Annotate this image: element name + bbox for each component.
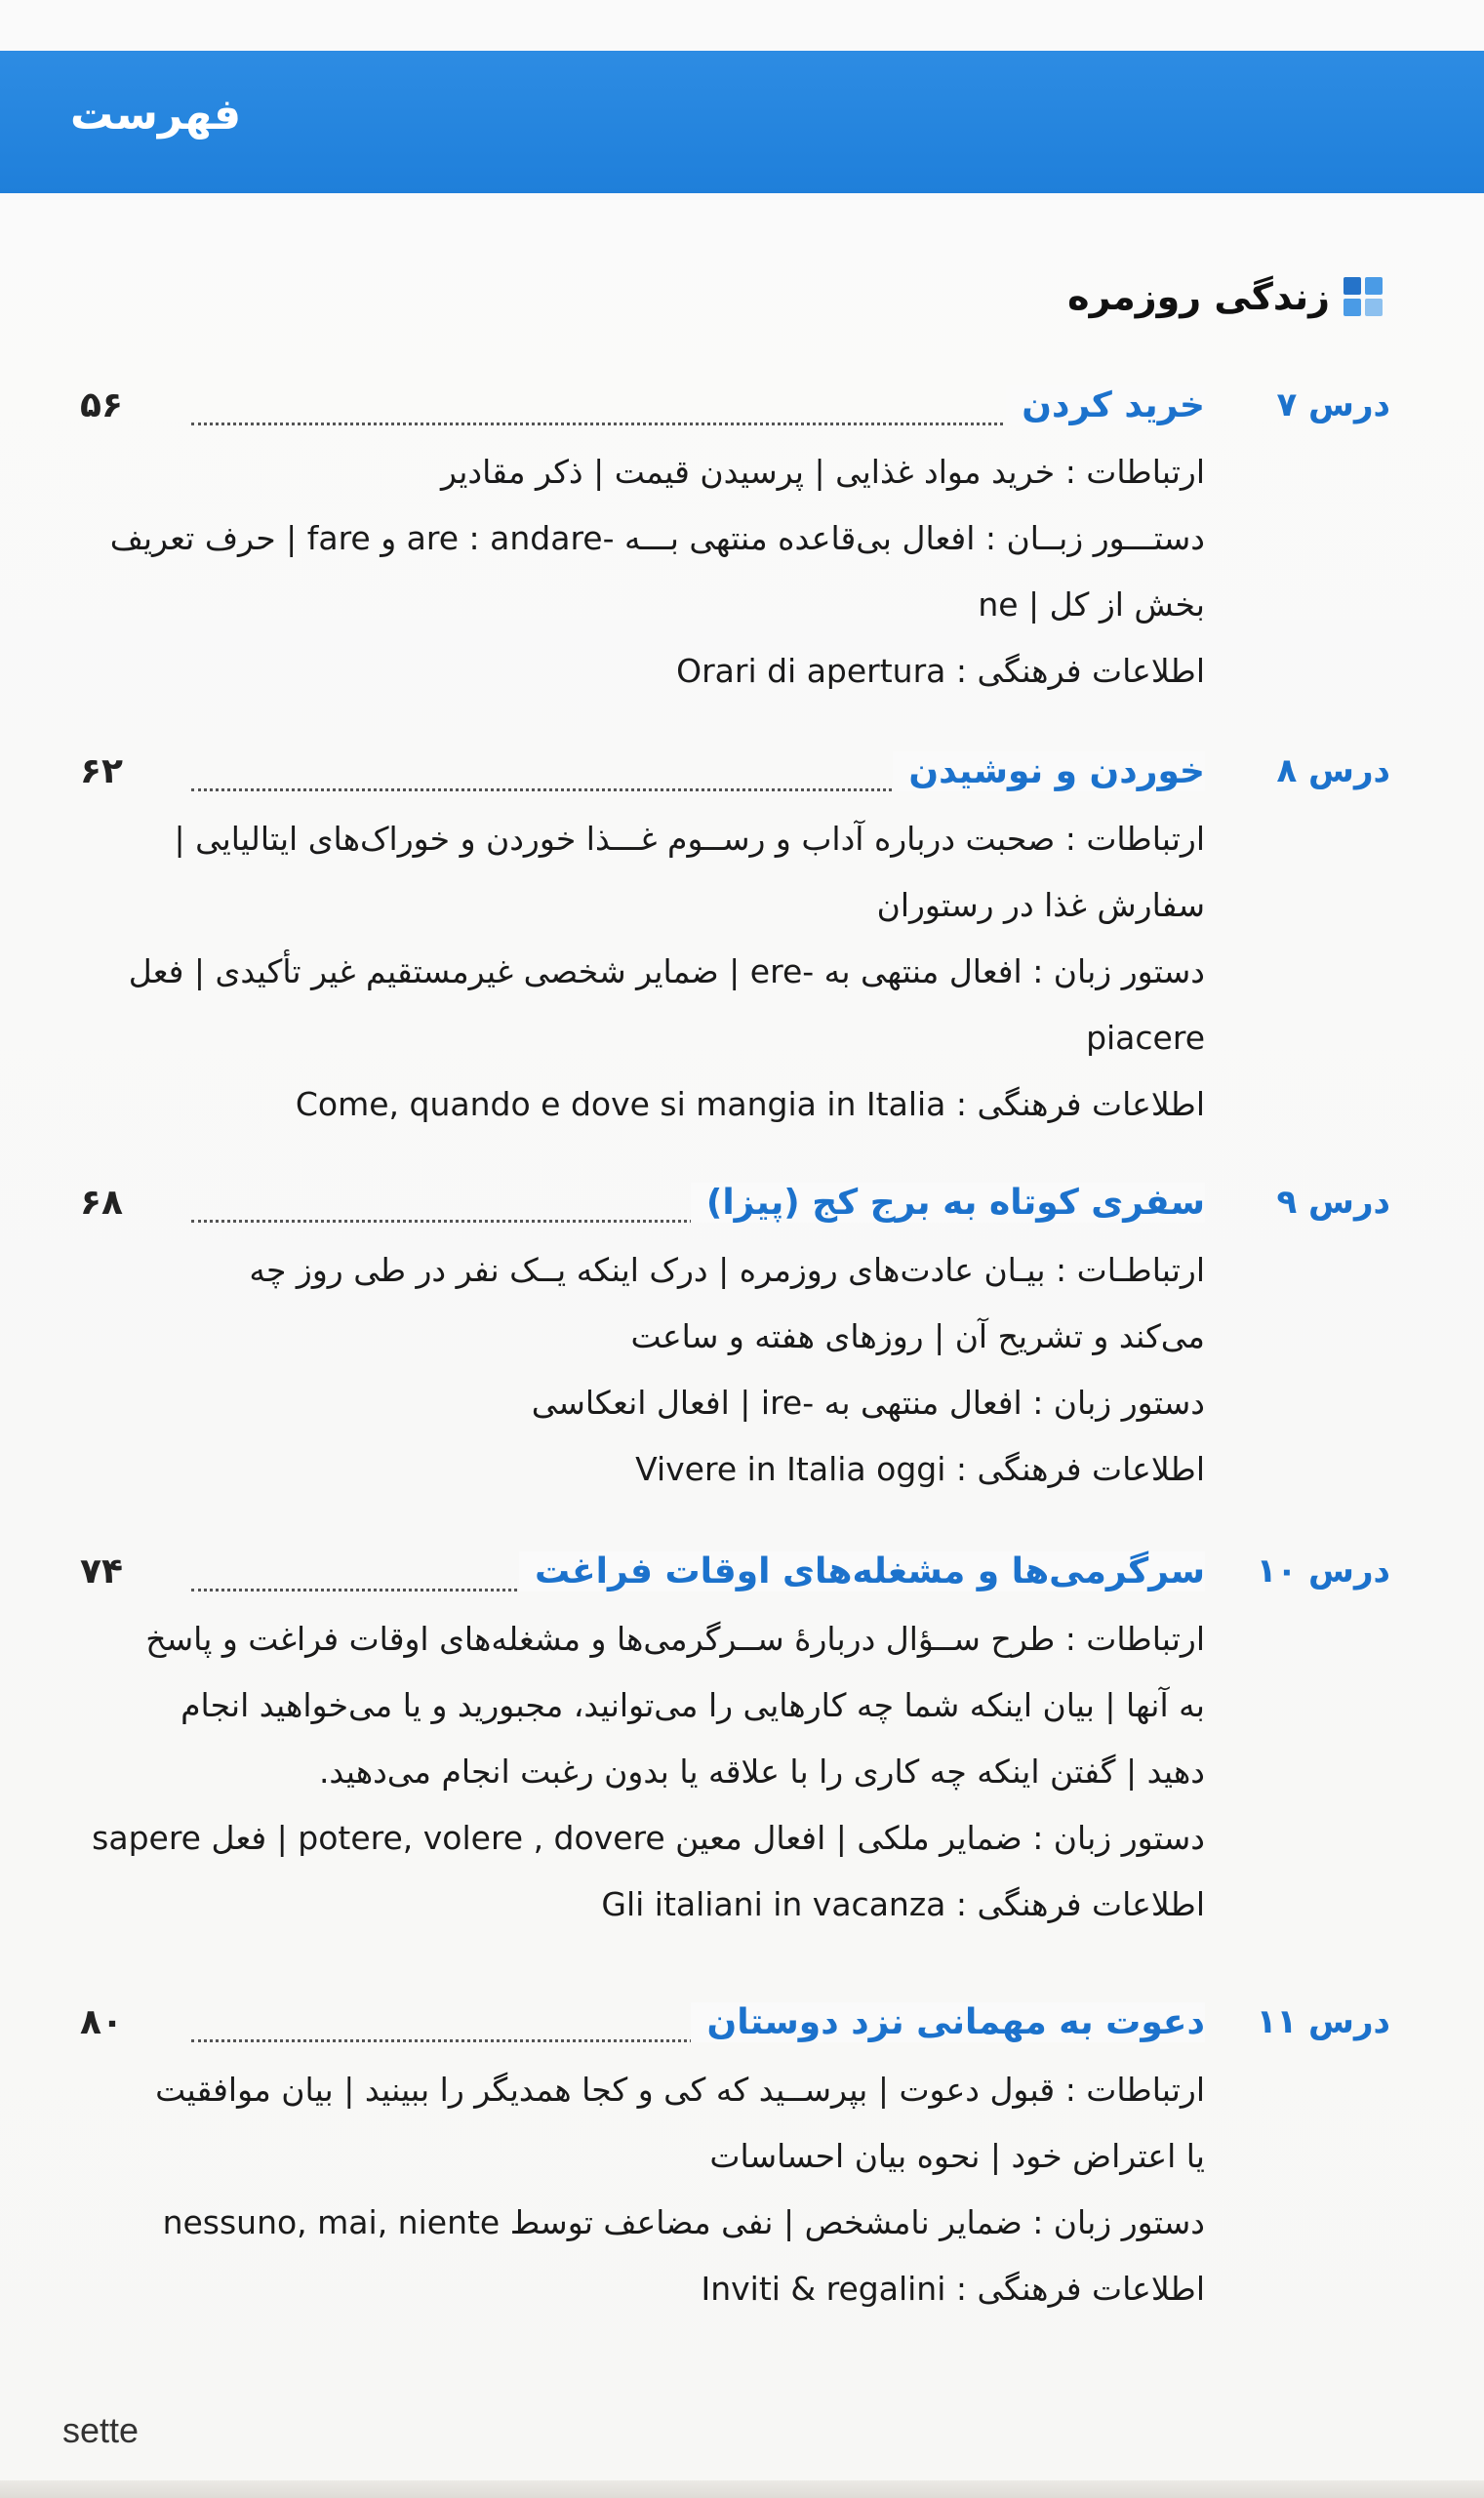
detail-line: ارتباطات : طرح ســؤال دربارهٔ ســرگرمی‌ها و مشغله‌های اوقات فراغت و پاسخ <box>145 1620 1205 1658</box>
lesson-label: درس ۷ <box>1276 385 1390 424</box>
detail-line: یا اعتراض خود | نحوه بیان احساسات <box>709 2137 1205 2175</box>
page-edge <box>0 2480 1484 2498</box>
lesson-label: درس ۹ <box>1276 1183 1390 1222</box>
page-number: ۷۴ <box>80 1551 123 1591</box>
footer-page-label: sette <box>62 2410 140 2450</box>
squares-icon <box>1344 277 1383 316</box>
detail-line: دستور زبان : افعال منتهی به -ire | افعال انعکاسی <box>531 1384 1205 1422</box>
page-title: فهرست <box>70 90 242 140</box>
detail-line: دستـــور زبــان : افعال بی‌قاعده منتهی بـــه -are : andare و fare | حرف تعریف <box>109 519 1205 557</box>
detail-line: اطلاعات فرهنگی : Inviti & regalini <box>701 2270 1205 2308</box>
detail-line: ارتباطات : قبول دعوت | بپرســید که کی و کجا همدیگر را ببینید | بیان موافقیت <box>155 2071 1205 2109</box>
section-heading <box>1067 275 1383 318</box>
lesson-details <box>176 1237 1205 1503</box>
page-number: ۵۶ <box>80 385 123 425</box>
detail-line: اطلاعات فرهنگی : Come, quando e dove si mangia in Italia <box>295 1085 1205 1123</box>
detail-line: بخش از کل | ne <box>978 585 1205 624</box>
detail-line: سفارش غذا در رستوران <box>876 886 1205 924</box>
detail-line: ارتباطـات : بیـان عادت‌های روزمره | درک اینکه یــک نفر در طی روز چه <box>249 1251 1205 1289</box>
lesson-details <box>128 806 1205 1138</box>
detail-line: می‌کند و تشریح آن | روزهای هفته و ساعت <box>630 1317 1205 1355</box>
page-number: ۸۰ <box>80 2002 123 2042</box>
page-number: ۶۲ <box>80 751 123 791</box>
lesson-details <box>155 2057 1205 2322</box>
section-title: زندگی روزمره <box>1067 275 1330 318</box>
lesson-title: سفری کوتاه به برج کج (پیزا) <box>691 1183 1205 1223</box>
detail-line: اطلاعات فرهنگی : Vivere in Italia oggi <box>635 1450 1205 1488</box>
detail-line: دستور زبان : افعال منتهی به -ere | ضمایر شخصی غیرمستقیم غیر تأکیدی | فعل <box>128 952 1205 990</box>
detail-line: دستور زبان : ضمایر ملکی | افعال معین potere, volere , dovere | فعل sapere <box>92 1819 1205 1857</box>
lesson-title: خرید کردن <box>1006 385 1205 425</box>
detail-line: ارتباطات : صحبت درباره آداب و رســوم غـــذا خوردن و خوراک‌های ایتالیایی | <box>174 820 1205 858</box>
detail-line: اطلاعات فرهنگی : Gli italiani in vacanza <box>601 1885 1205 1923</box>
lesson-title: سرگرمی‌ها و مشغله‌های اوقات فراغت <box>519 1551 1205 1591</box>
page-number: ۶۸ <box>80 1183 123 1223</box>
lesson-label: درس ۱۰ <box>1256 1551 1390 1591</box>
detail-line: دهید | گفتن اینکه چه کاری را با علاقه یا بدون رغبت انجام می‌دهید. <box>318 1753 1205 1791</box>
detail-line: piacere <box>1086 1019 1205 1057</box>
lesson-title: خوردن و نوشیدن <box>893 751 1205 791</box>
lesson-label: درس ۸ <box>1276 751 1390 790</box>
detail-line: دستور زبان : ضمایر نامشخص | نفی مضاعف توسط nessuno, mai, niente <box>162 2203 1205 2241</box>
detail-line: ارتباطات : خرید مواد غذایی | پرسیدن قیمت | ذکر مقادیر <box>441 453 1205 491</box>
detail-line: اطلاعات فرهنگی : Orari di apertura <box>676 652 1205 690</box>
lesson-details <box>92 1606 1205 1938</box>
lesson-details <box>109 439 1205 705</box>
lesson-title: دعوت به مهمانی نزد دوستان <box>691 2002 1205 2042</box>
lesson-label: درس ۱۱ <box>1256 2002 1390 2041</box>
detail-line: به آنها | بیان اینکه شما چه کارهایی را می‌توانید، مجبورید و یا می‌خواهید انجام <box>180 1686 1205 1724</box>
